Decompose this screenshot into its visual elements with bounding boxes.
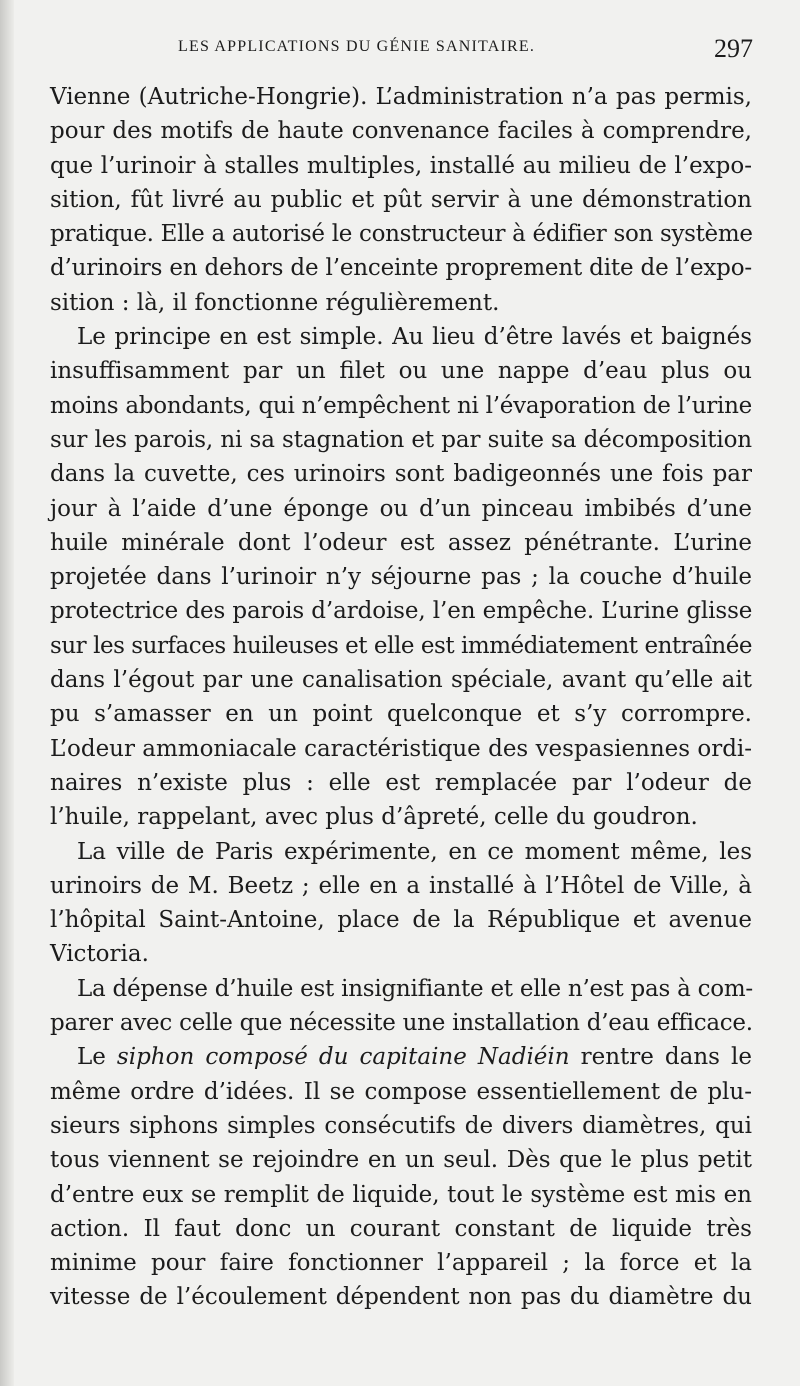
text-line: sition : là, il fonctionne régulièrement. [50, 289, 500, 316]
text-line: insuffisamment par un filet ou une nappe d’eau plus ou [50, 358, 752, 385]
text-line: La ville de Paris expérimente, en ce moment même, les [77, 838, 752, 865]
italic-term: siphon composé du capitaine Nadiéin [116, 1044, 570, 1071]
text-line: pratique. Elle a autorisé le constructeur à édifier son système [50, 221, 753, 248]
text-line: sur les parois, ni sa stagnation et par suite sa décomposition [50, 426, 752, 453]
text-line: sieurs siphons simples consécutifs de divers diamètres, qui [50, 1112, 752, 1139]
text-run: rentre dans le [569, 1044, 752, 1071]
text-line: protectrice des parois d’ardoise, l’en empêche. L’urine glisse [50, 598, 753, 625]
page-number: 297 [714, 34, 753, 63]
text-line: pu s’amasser en un point quelconque et s’y corrompre. [50, 701, 752, 728]
text-line: Victoria. [50, 941, 149, 968]
text-line: huile minérale dont l’odeur est assez pénétrante. L’urine [50, 529, 752, 556]
text-run: Le [77, 1044, 117, 1071]
paragraph-5 [50, 1040, 752, 1314]
paragraph-1 [50, 80, 752, 320]
text-line: parer avec celle que nécessite une installation d’eau efficace. [50, 1010, 753, 1037]
text-line: tous viennent se rejoindre en un seul. Dès que le plus petit [50, 1147, 752, 1174]
text-line: pour des motifs de haute convenance faciles à comprendre, [50, 118, 752, 145]
text-line: moins abondants, qui n’empêchent ni l’évaporation de l’urine [50, 392, 752, 419]
page-gutter-shadow [0, 0, 14, 1386]
paragraph-3 [50, 835, 752, 972]
text-line: d’entre eux se remplit de liquide, tout le système est mis en [50, 1181, 752, 1208]
paragraph-4 [50, 972, 752, 1041]
text-line [50, 1040, 752, 1074]
text-line: Le principe en est simple. Au lieu d’être lavés et baignés [77, 324, 752, 351]
text-line: jour à l’aide d’une éponge ou d’un pinceau imbibés d’une [50, 495, 752, 522]
text-line: même ordre d’idées. Il se compose essentiellement de plu- [50, 1078, 752, 1105]
text-line: sition, fût livré au public et pût servir à une démonstration [50, 186, 752, 213]
text-line: dans la cuvette, ces urinoirs sont badigeonnés une fois par [50, 461, 752, 488]
text-line: Vienne (Autriche-Hongrie). L’administration n’a pas permis, [50, 84, 752, 110]
text-line: que l’urinoir à stalles multiples, installé au milieu de l’expo- [50, 152, 752, 179]
text-line: dans l’égout par une canalisation spéciale, avant qu’elle ait [50, 667, 752, 694]
text-line: action. Il faut donc un courant constant de liquide très [50, 1215, 752, 1242]
text-line: projetée dans l’urinoir n’y séjourne pas ; la couche d’huile [50, 564, 752, 591]
text-line: vitesse de l’écoulement dépendent non pas du diamètre du [50, 1284, 752, 1311]
text-line: minime pour faire fonctionner l’appareil ; la force et la [50, 1250, 752, 1277]
running-header: LES APPLICATIONS DU GÉNIE SANITAIRE. [178, 38, 536, 55]
text-line: d’urinoirs en dehors de l’enceinte proprement dite de l’expo- [50, 255, 752, 282]
text-line: sur les surfaces huileuses et elle est immédiatement entraînée [50, 632, 752, 659]
text-line: urinoirs de M. Beetz ; elle en a installé à l’Hôtel de Ville, à [50, 872, 752, 899]
text-line: L’odeur ammoniacale caractéristique des vespasiennes ordi- [50, 735, 752, 762]
paragraph-2 [50, 320, 752, 834]
text-line: l’huile, rappelant, avec plus d’âpreté, celle du goudron. [50, 804, 698, 831]
text-line: l’hôpital Saint-Antoine, place de la République et avenue [50, 907, 752, 934]
text-line: La dépense d’huile est insignifiante et elle n’est pas à com- [77, 975, 753, 1002]
text-line: naires n’existe plus : elle est remplacée par l’odeur de [50, 769, 752, 796]
body-text [50, 80, 752, 1315]
